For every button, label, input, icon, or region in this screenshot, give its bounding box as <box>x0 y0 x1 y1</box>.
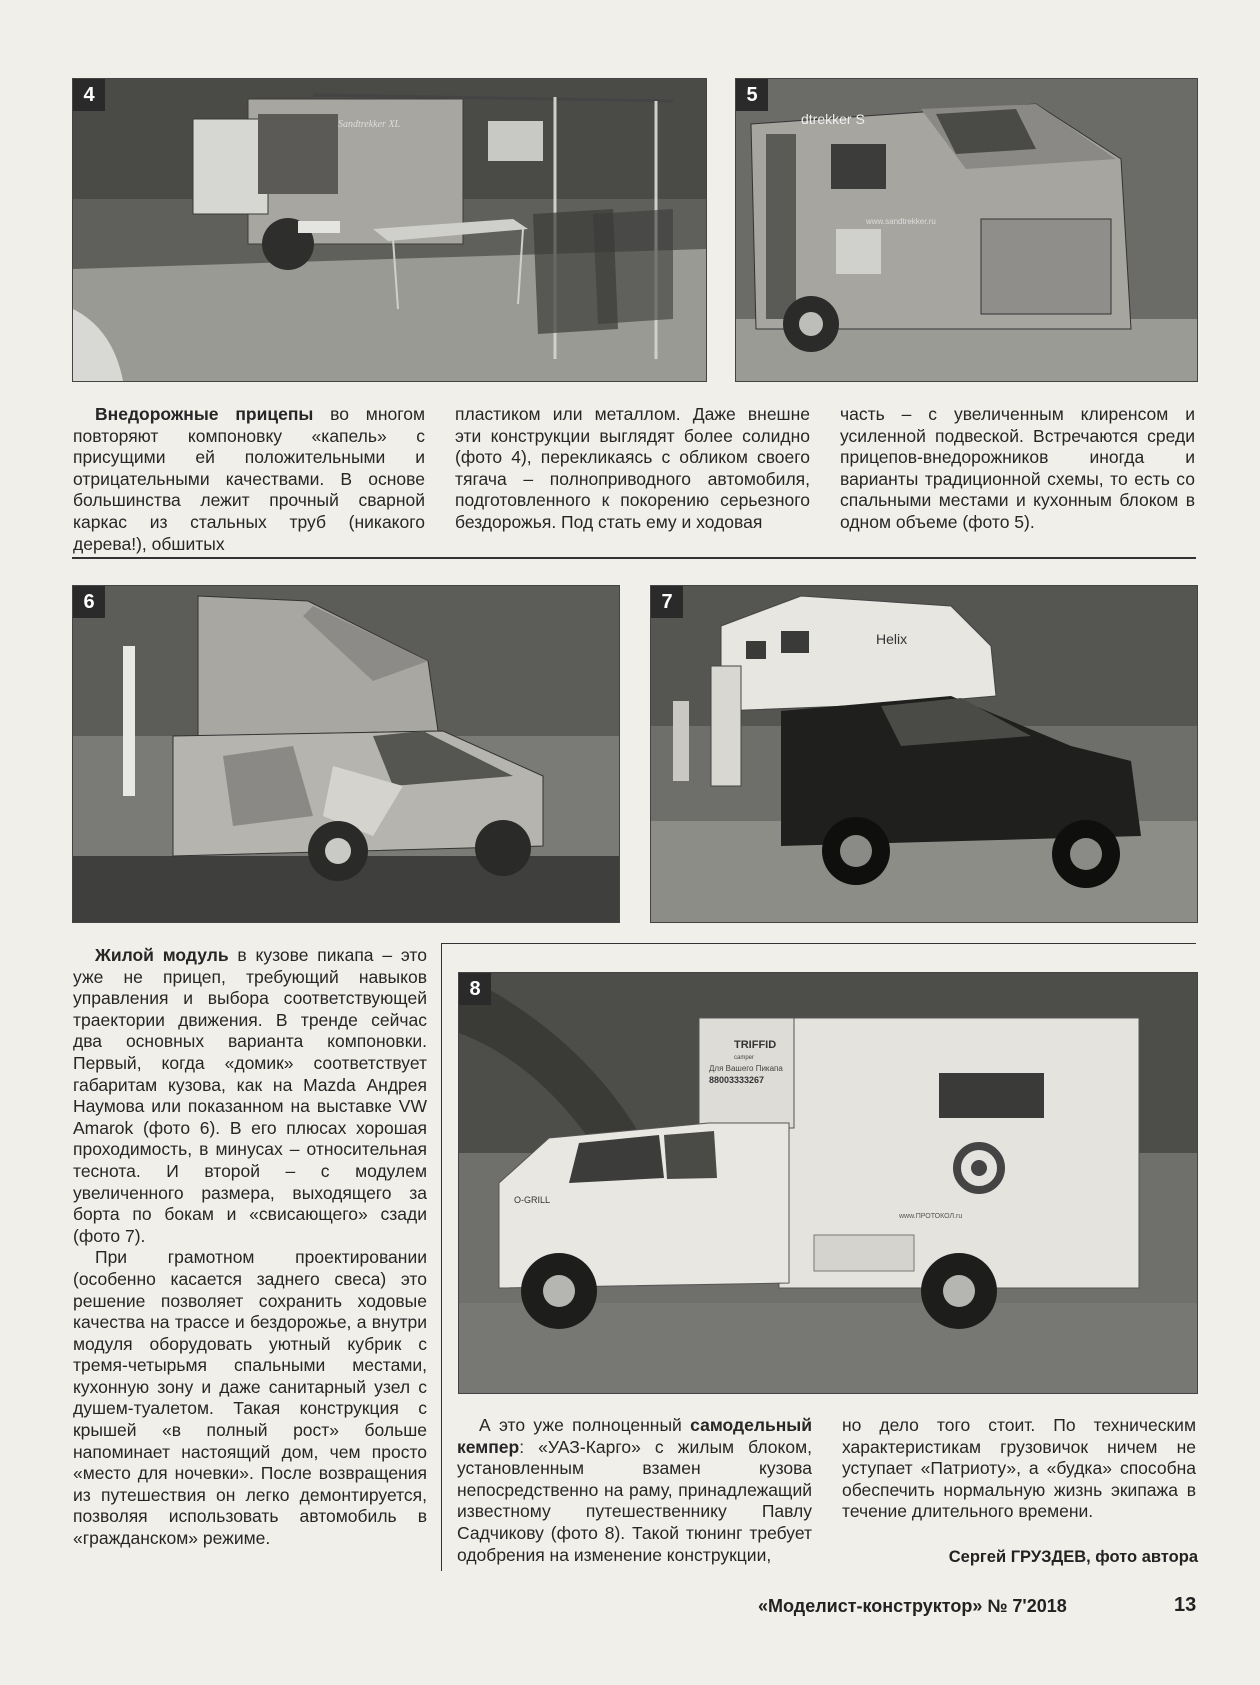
section1-col3 <box>840 404 1195 534</box>
section1-col2-text: пластиком или металлом. Даже внешне эти конструкции выглядят более солидно (фото 4), перекликаясь с обликом своего тягача – полноприводного автомобиля, подготовленного к покорению серьезного бездорожья. Под стать ему и ходовая <box>455 404 810 532</box>
photo-6 <box>72 585 620 923</box>
photo-6-image <box>73 586 619 922</box>
section2-p2-text: При грамотном проектировании (особенно касается заднего свеса) это решение позволяет сохранить ходовые качества на трассе и бездорожье, а внутри модуля оборудовать уютный кубрик с тремя-четырьмя спальными местами, кухонную зону и даже санитарный узел с душем-туалетом. Такая конструкция с крышей «в полный рост» больше напоминает настоящий дом, чем просто «место для ночевки». После возвращения из путешествия он легко демонтируется, позволяя использовать автомобиль в «гражданском» режиме. <box>73 1247 427 1549</box>
photo8-slogan-text: Для Вашего Пикапа <box>709 1064 783 1073</box>
photo-number-7: 7 <box>651 586 683 618</box>
section1-col2 <box>455 404 810 534</box>
section1-lead: Внедорожные прицепы <box>95 404 314 424</box>
photo5-brand-text: dtrekker S <box>801 111 865 127</box>
photo-4-image <box>73 79 706 381</box>
section-divider <box>72 557 1196 559</box>
section3-mid-text: : «УАЗ-Карго» с жилым блоком, установленным взамен кузова непосредственно на раму, принадлежащий известному путешественнику Павлу Садчикову (фото 8). Такой тюнинг требует одобрения на изменение конструкции, <box>457 1436 812 1565</box>
section1-col1 <box>73 404 425 555</box>
section3-lead: самодельный кемпер <box>457 1415 812 1457</box>
photo-8 <box>458 972 1198 1394</box>
photo-number-5: 5 <box>736 79 768 111</box>
section1-col1-text: во многом повторяют компоновку «капель» с присущими ей положительными и отрицательными качествами. В основе большинства лежит прочный сварной каркас из стальных труб (никакого дерева!), обшитых <box>73 404 425 554</box>
photo8-brand-text: TRIFFID <box>734 1039 777 1051</box>
photo8-phone-text: 88003333267 <box>709 1075 765 1085</box>
column-divider <box>441 943 442 1571</box>
section2-lead: Жилой модуль <box>95 945 229 965</box>
photo-8-image <box>459 973 1197 1393</box>
photo7-model-text: Helix <box>876 631 908 647</box>
page-number: 13 <box>1174 1594 1197 1616</box>
photo-4 <box>72 78 707 382</box>
section3-mid-pre: А это уже полноценный <box>479 1415 691 1435</box>
photo-5-image <box>736 79 1197 381</box>
photo8-top-rule <box>441 943 1196 944</box>
photo4-brand-text: Sandtrekker XL <box>338 119 401 130</box>
photo-number-6: 6 <box>73 586 105 618</box>
photo5-site-text: www.sandtrekker.ru <box>866 217 936 226</box>
photo-5 <box>735 78 1198 382</box>
photo-7 <box>650 585 1198 923</box>
photo-number-8: 8 <box>459 973 491 1005</box>
photo8-grill-text: O-GRILL <box>514 1195 551 1205</box>
section2-p1-text: в кузове пикапа – это уже не прицеп, требующий навыков управления и выбора соответствующей траектории движения. В тренде сейчас два основных варианта компоновки. Первый, когда «домик» соответствует габаритам кузова, как на Mazda Андрея Наумова или показанном на выставке VW Amarok (фото 6). В его плюсах хорошая проходимость, в минусах – относительная теснота. И второй – с модулем увеличенного размера, выходящего за борта по бокам и «свисающего» сзади (фото 7). <box>73 945 427 1246</box>
section1-col3-text: часть – с увеличенным клиренсом и усиленной подвеской. Встречаются среди прицепов-внедорожников иногда и варианты традиционной схемы, то есть со спальными местами и кухонным блоком в одном объеме (фото 5). <box>840 404 1195 532</box>
section3-right-text: но дело того стоит. По техническим характеристикам грузовичок ничем не уступает «Патриоту», а «будка» способна обеспечить нормальную жизнь экипажа в течение длительного времени. <box>842 1415 1196 1522</box>
footer-magazine: «Моделист-конструктор» № 7'2018 <box>758 1596 1067 1616</box>
photo8-site-text: www.ПРОТОКОЛ.ru <box>899 1213 963 1220</box>
photo-7-image <box>651 586 1197 922</box>
section2-col <box>73 945 427 1550</box>
author-credit: Сергей ГРУЗДЕВ, фото автора <box>948 1548 1198 1566</box>
section3-col-mid <box>457 1415 812 1566</box>
section3-col-right <box>842 1415 1196 1523</box>
photo8-brand-sub-text: camper <box>734 1055 755 1061</box>
photo-number-4: 4 <box>73 79 105 111</box>
